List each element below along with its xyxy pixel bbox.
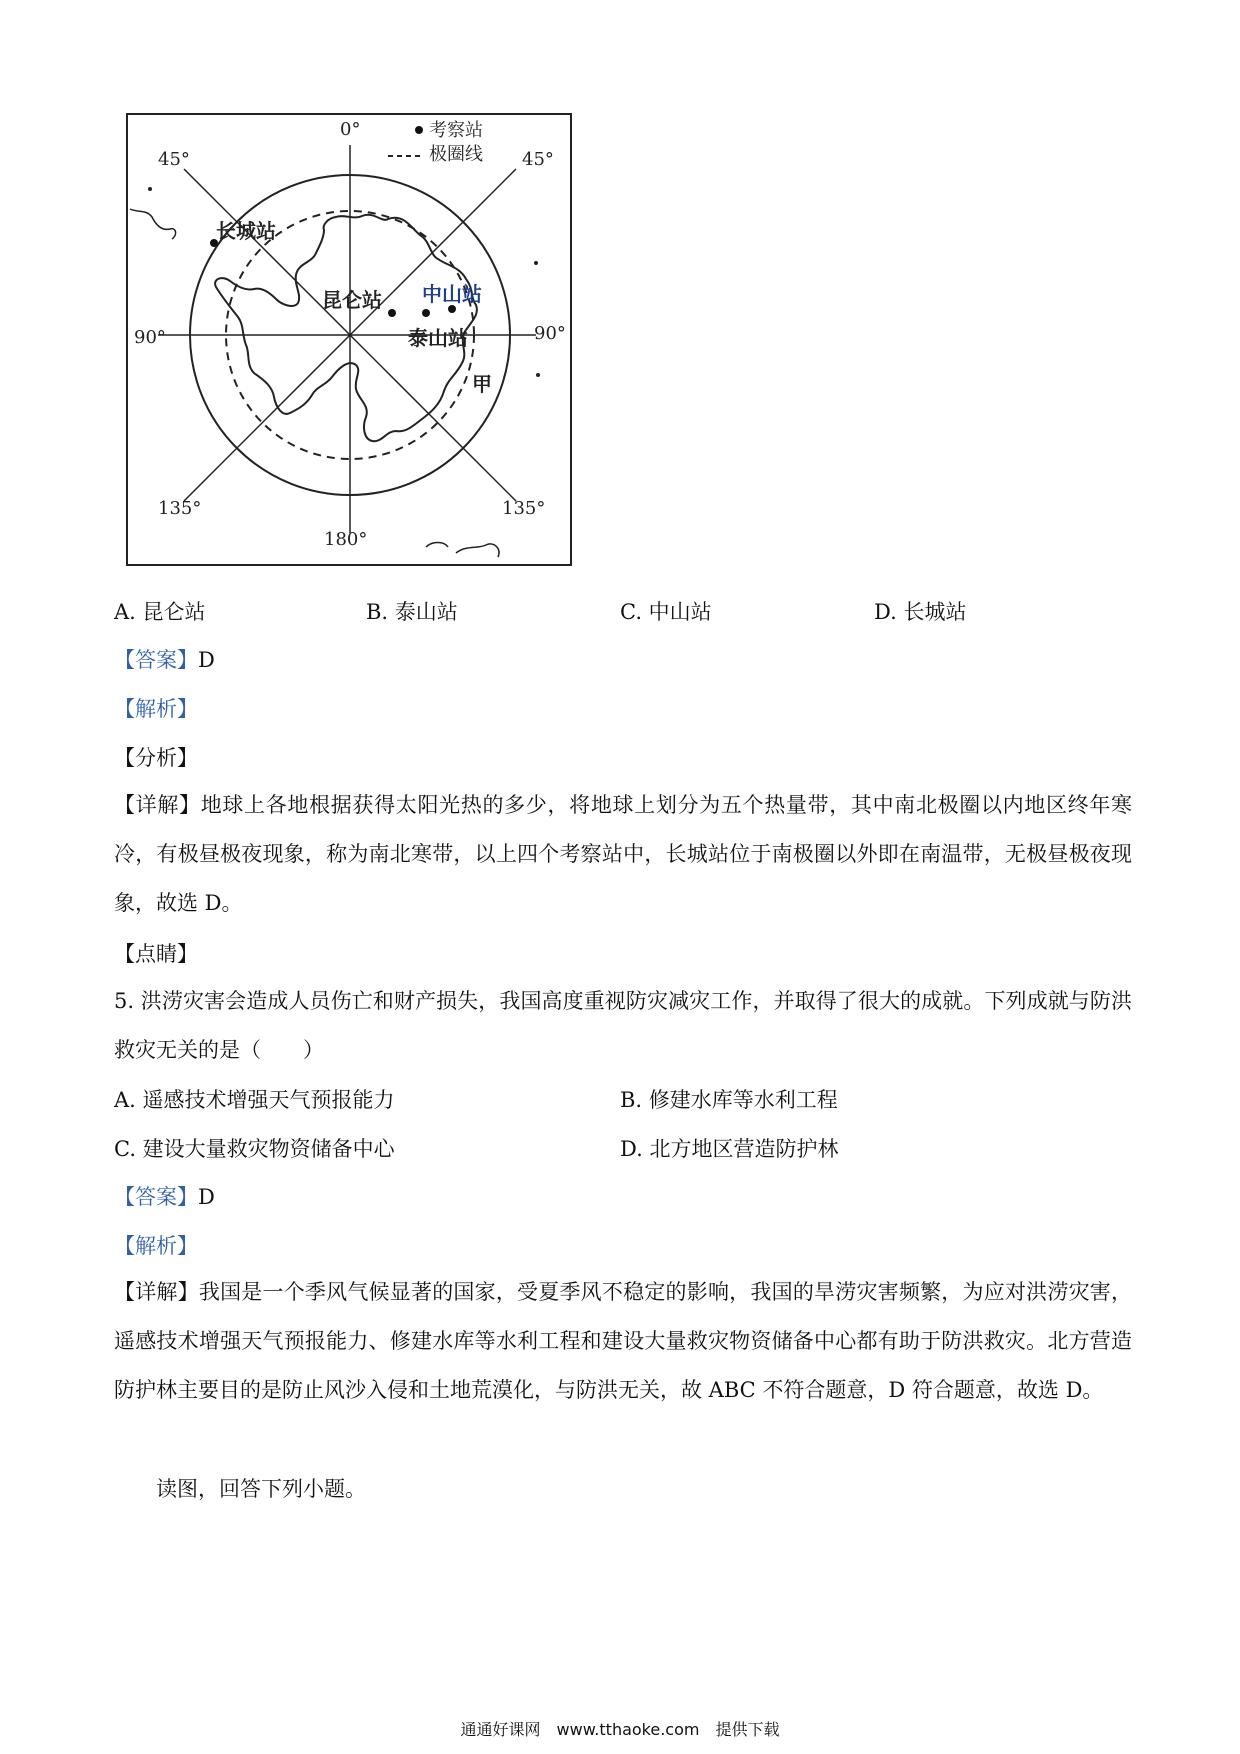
lon-label-90e: 90°: [534, 323, 566, 344]
label-changcheng: 长城站: [216, 219, 276, 243]
q4-answer: [114, 645, 215, 675]
antarctic-map-figure: [126, 113, 572, 566]
q5-analysis-label: 【解析】: [114, 1234, 198, 1258]
station-dot-zhongshan: [448, 305, 456, 313]
q5-answer-value: D: [198, 1185, 215, 1209]
legend-station-dot: [415, 126, 423, 134]
page-footer: 通通好课网 www.tthaoke.com 提供下载: [460, 1720, 780, 1739]
label-zhongshan: 中山站: [422, 282, 482, 306]
q5-stem: 5. 洪涝灾害会造成人员伤亡和财产损失，我国高度重视防灾减灾工作，并取得了很大的成就。下列成就与防洪救灾无关的是（ ）: [114, 989, 1132, 1062]
q4-option-d: D. 长城站: [874, 600, 967, 624]
station-dot-kunlun: [388, 309, 396, 317]
q4-option-c: C. 中山站: [620, 600, 712, 624]
label-kunlun: 昆仑站: [322, 288, 382, 312]
q5-detail: [114, 1268, 1132, 1415]
lon-label-90w: 90°: [134, 327, 166, 348]
lon-label-45e: 45°: [522, 149, 554, 170]
q4-answer-value: D: [198, 648, 215, 672]
q5-detail-text: 我国是一个季风气候显著的国家，受夏季风不稳定的影响，我国的旱涝灾害频繁，为应对洪涝灾害，遥感技术增强天气预报能力、修建水库等水利工程和建设大量救灾物资储备中心都有助于防洪救灾。北方营造防护林主要目的是防止风沙入侵和土地荒漠化，与防洪无关，故 ABC 不符合题意，D 符合题意，故选 D。: [114, 1280, 1133, 1402]
q4-option-a: A. 昆仑站: [114, 600, 206, 624]
q4-answer-label: 【答案】: [114, 648, 198, 672]
q5-answer-label: 【答案】: [114, 1185, 198, 1209]
q5-option-b: B. 修建水库等水利工程: [620, 1088, 838, 1112]
antarctic-map: [126, 113, 572, 566]
q4-detail-label: 【详解】: [114, 793, 201, 817]
q4-fenxi-label: 【分析】: [114, 746, 198, 770]
q4-detail: [114, 781, 1132, 928]
lon-label-135e: 135°: [502, 498, 546, 519]
lon-label-180: 180°: [324, 529, 368, 550]
station-dot-taishan: [422, 309, 430, 317]
q5-answer: [114, 1182, 215, 1212]
lon-label-45w: 45°: [158, 149, 190, 170]
q4-option-b: B. 泰山站: [366, 600, 458, 624]
q5-option-d: D. 北方地区营造防护林: [620, 1137, 839, 1161]
q4-dianjing-label: 【点睛】: [114, 942, 198, 966]
q5-option-c: C. 建设大量救灾物资储备中心: [114, 1137, 395, 1161]
q4-analysis-label: 【解析】: [114, 697, 198, 721]
lon-label-0: 0°: [340, 119, 361, 140]
q5-detail-label: 【详解】: [114, 1280, 199, 1304]
next-question-prompt: 读图，回答下列小题。: [156, 1477, 366, 1501]
legend-station-label: 考察站: [429, 120, 483, 141]
q4-detail-text: 地球上各地根据获得太阳光热的多少，将地球上划分为五个热量带，其中南北极圈以内地区终年寒冷，有极昼极夜现象，称为南北寒带，以上四个考察站中，长城站位于南极圈以外即在南温带，无极昼极夜现象，故选 D。: [114, 793, 1133, 915]
lon-label-135w: 135°: [158, 498, 202, 519]
label-taishan: 泰山站: [408, 326, 468, 350]
label-jia: 甲: [472, 372, 492, 396]
q5-option-a: A. 遥感技术增强天气预报能力: [114, 1088, 395, 1112]
legend-polar-label: 极圈线: [429, 144, 483, 165]
